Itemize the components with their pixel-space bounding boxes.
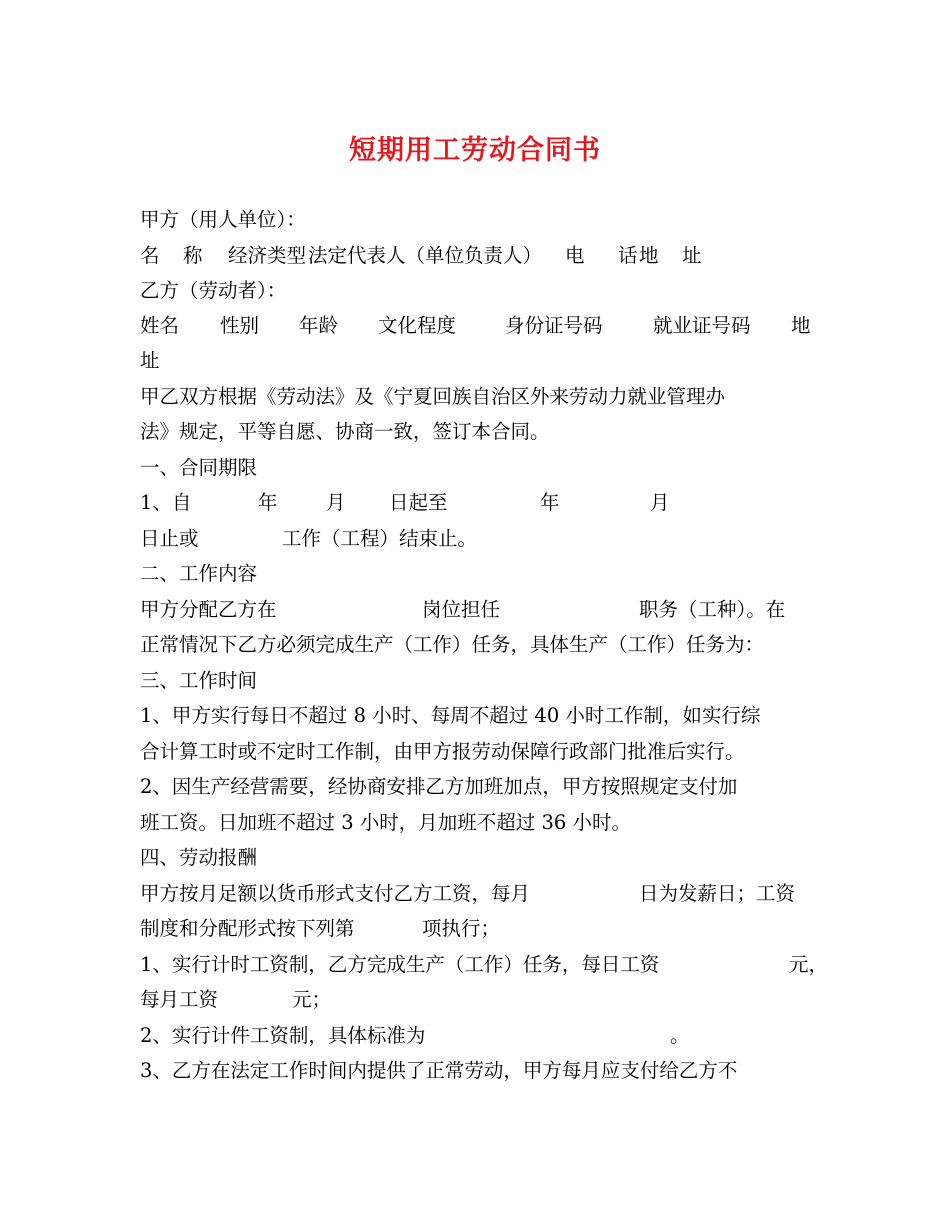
- section-3-item-1-line-2: 合计算工时或不定时工作制，由甲方报劳动保障行政部门批准后实行。: [140, 740, 745, 763]
- section-1-line-1: [140, 491, 820, 515]
- term-year-2: 年: [540, 491, 560, 514]
- section-3-heading: 三、工作时间: [140, 669, 258, 692]
- section-4-item-2: [140, 1024, 820, 1048]
- term-project-end: 工作（工程）结束止。: [282, 527, 478, 550]
- field-education: 文化程度: [378, 314, 457, 337]
- field-person-name: 姓名: [140, 314, 180, 337]
- section-2-line-1: [140, 598, 820, 622]
- field-b-address-2: 址: [140, 349, 160, 372]
- section-3-item-1-line-1: 1、甲方实行每日不超过 8 小时、每周不超过 40 小时工作制，如实行综: [140, 704, 761, 727]
- section-4-item-1-line-2: [140, 988, 820, 1012]
- field-gender: 性别: [220, 314, 260, 337]
- pay-daily-unit: 元，: [789, 953, 829, 976]
- field-employment-cert: 就业证号码: [653, 314, 751, 337]
- section-4-item-1-line-1: [140, 953, 830, 977]
- section-3-item-2-line-1: 2、因生产经营需要，经协商安排乙方加班加点，甲方按照规定支付加: [140, 775, 738, 798]
- field-id-number: 身份证号码: [505, 314, 603, 337]
- term-year-1: 年: [258, 491, 278, 514]
- pay-monthly-wage: 每月工资: [140, 988, 219, 1011]
- field-b-address-1: 地: [791, 314, 811, 337]
- work-position: 岗位担任: [422, 598, 501, 621]
- party-b-label: 乙方（劳动者）：: [140, 279, 287, 302]
- field-economic-type: 经济类型: [228, 244, 307, 267]
- work-duty: 职务（工种）。在: [639, 598, 786, 621]
- section-4-para-line-1: [140, 882, 820, 906]
- pay-option: 项执行；: [422, 917, 501, 940]
- section-4-para-line-2: [140, 917, 820, 941]
- preamble-line-1: 甲乙双方根据《劳动法》及《宁夏回族自治区外来劳动力就业管理办: [140, 385, 726, 408]
- field-address-2: 址: [682, 244, 702, 267]
- field-phone-2: 话: [618, 244, 638, 267]
- work-assign: 甲方分配乙方在: [140, 598, 277, 621]
- field-age: 年龄: [299, 314, 339, 337]
- section-3-item-2-line-2: 班工资。日加班不超过 3 小时，月加班不超过 36 小时。: [140, 811, 632, 834]
- pay-system: 制度和分配形式按下列第: [140, 917, 355, 940]
- pay-hourly: 1、实行计时工资制，乙方完成生产（工作）任务，每日工资: [140, 953, 660, 976]
- pay-piecework-end: 。: [670, 1024, 690, 1047]
- section-2-line-2: 正常情况下乙方必须完成生产（工作）任务，具体生产（工作）任务为：: [140, 633, 765, 656]
- party-a-fields: [140, 244, 820, 268]
- preamble-line-2: 法》规定，平等自愿、协商一致，签订本合同。: [140, 420, 550, 443]
- field-name-1: 名: [140, 244, 160, 267]
- term-end-or: 日止或: [140, 527, 199, 550]
- term-month-2: 月: [650, 491, 670, 514]
- party-a-label: 甲方（用人单位）：: [140, 208, 306, 231]
- term-from: 1、自: [140, 491, 192, 514]
- term-day-to: 日起至: [389, 491, 448, 514]
- field-legal-rep: 法定代表人（单位负责人）: [308, 244, 543, 267]
- party-b-fields: [140, 314, 820, 338]
- section-4-heading: 四、劳动报酬: [140, 846, 258, 869]
- term-month-1: 月: [326, 491, 346, 514]
- field-phone-1: 电: [565, 244, 585, 267]
- pay-day: 日为发薪日；工资: [639, 882, 796, 905]
- pay-monthly-unit: 元；: [292, 988, 332, 1011]
- section-1-heading: 一、合同期限: [140, 456, 258, 479]
- field-name-2: 称: [183, 244, 203, 267]
- pay-piecework: 2、实行计件工资制，具体标准为: [140, 1024, 426, 1047]
- section-2-heading: 二、工作内容: [140, 562, 258, 585]
- field-address-1: 地: [639, 244, 659, 267]
- document-title: 短期用工劳动合同书: [349, 135, 601, 166]
- pay-monthly: 甲方按月足额以货币形式支付乙方工资，每月: [140, 882, 531, 905]
- section-1-line-2: [140, 527, 820, 551]
- section-4-item-3-line-1: 3、乙方在法定工作时间内提供了正常劳动，甲方每月应支付给乙方不: [140, 1059, 738, 1082]
